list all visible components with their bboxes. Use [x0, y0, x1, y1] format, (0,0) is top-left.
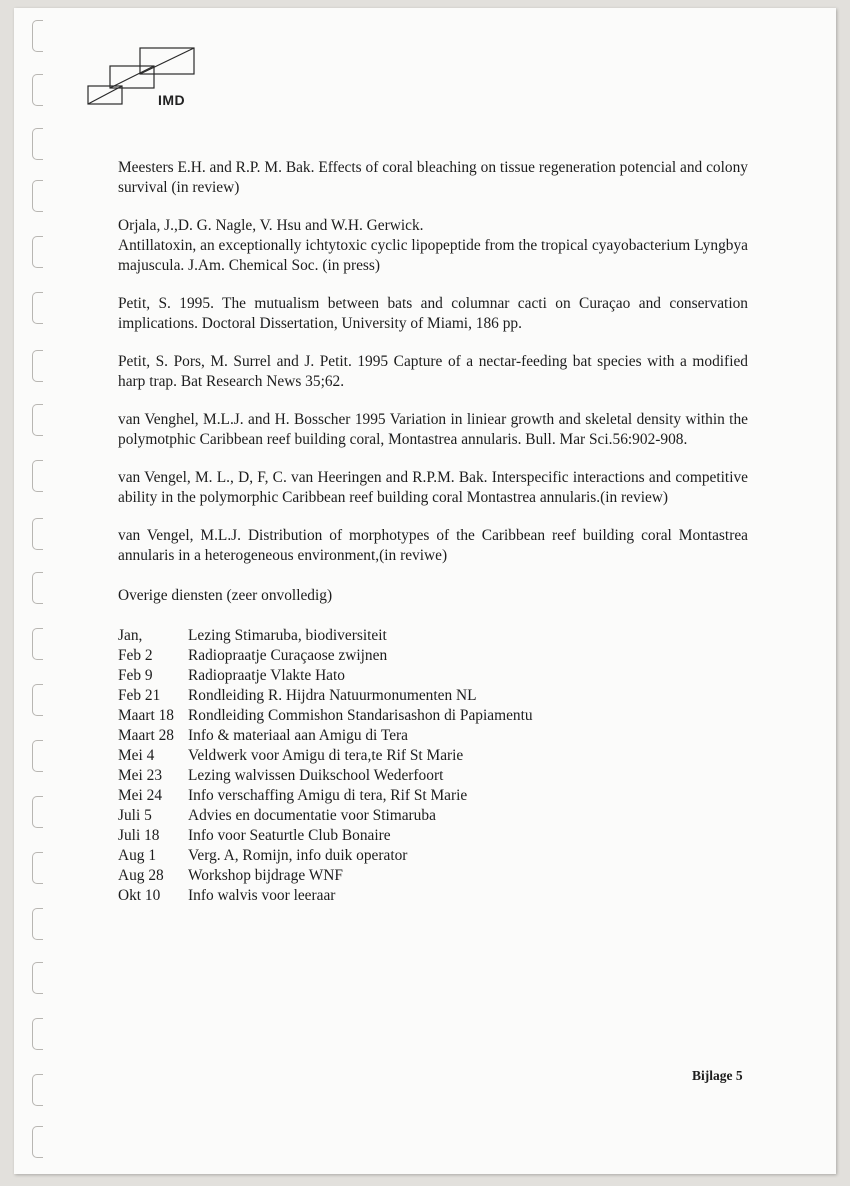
punch-hole — [32, 128, 43, 160]
activity-date: Aug 1 — [118, 847, 157, 864]
activity-row — [118, 886, 533, 906]
punch-hole — [32, 292, 43, 324]
punch-hole — [32, 796, 43, 828]
punch-hole — [32, 460, 43, 492]
activity-date: Maart 28 — [118, 727, 174, 744]
activity-description: Info verschaffing Amigu di tera, Rif St Marie — [188, 787, 468, 804]
punch-hole — [32, 1074, 43, 1106]
punch-hole — [32, 908, 43, 940]
reference-text: Petit, S. 1995. The mutualism between bats and columnar cacti on Curaçao and conservation implications. Doctoral Dissertation, University of Miami, 186 pp. — [118, 295, 748, 332]
punch-hole — [32, 684, 43, 716]
reference-text: Orjala, J.,D. G. Nagle, V. Hsu and W.H. Gerwick. — [118, 217, 424, 234]
activity-description: Info & materiaal aan Amigu di Tera — [188, 727, 409, 744]
reference-entry — [118, 294, 748, 334]
reference-text: Meesters E.H. and R.P. M. Bak. Effects of coral bleaching on tissue regeneration potencial and colony survival (in review) — [118, 159, 748, 196]
punch-hole — [32, 572, 43, 604]
punch-hole — [32, 1018, 43, 1050]
reference-text: Petit, S. Pors, M. Surrel and J. Petit. 1995 Capture of a nectar-feeding bat species with a modified harp trap. Bat Research News 35;62. — [118, 353, 748, 390]
activity-date: Feb 21 — [118, 687, 161, 704]
activity-description: Advies en documentatie voor Stimaruba — [188, 807, 436, 824]
activity-description: Lezing Stimaruba, biodiversiteit — [188, 627, 387, 644]
activity-description: Rondleiding Commishon Standarisashon di Papiamentu — [188, 707, 533, 724]
punch-hole — [32, 180, 43, 212]
activity-date: Juli 18 — [118, 827, 160, 844]
reference-text: van Venghel, M.L.J. and H. Bosscher 1995 Variation in liniear growth and skeletal density within the polymotphic Caribbean reef building coral, Montastrea annularis. Bull. Mar Sci.56:902-908. — [118, 411, 748, 448]
punch-hole — [32, 740, 43, 772]
activity-date: Juli 5 — [118, 807, 152, 824]
logo-label: IMD — [158, 92, 186, 108]
activity-description: Verg. A, Romijn, info duik operator — [188, 847, 408, 864]
section-heading: Overige diensten (zeer onvolledig) — [118, 587, 333, 604]
activity-description: Rondleiding R. Hijdra Natuurmonumenten NL — [188, 687, 477, 704]
activity-date: Mei 24 — [118, 787, 163, 804]
activity-date: Feb 2 — [118, 647, 153, 664]
reference-entry — [118, 158, 748, 198]
activity-description: Workshop bijdrage WNF — [188, 867, 343, 884]
activity-row — [118, 626, 533, 646]
punch-hole — [32, 74, 43, 106]
reference-entry — [118, 468, 748, 508]
activity-row — [118, 786, 533, 806]
activity-description: Info walvis voor leeraar — [188, 887, 336, 904]
activity-date: Maart 18 — [118, 707, 174, 724]
activity-description: Radiopraatje Vlakte Hato — [188, 667, 345, 684]
punch-hole — [32, 236, 43, 268]
activity-date: Aug 28 — [118, 867, 164, 884]
activities-table — [118, 626, 533, 906]
punch-hole — [32, 962, 43, 994]
activity-row — [118, 766, 533, 786]
activity-description: Veldwerk voor Amigu di tera,te Rif St Marie — [188, 747, 464, 764]
punch-hole — [32, 518, 43, 550]
activity-date: Okt 10 — [118, 887, 161, 904]
activity-date: Jan, — [118, 627, 143, 644]
punch-hole — [32, 404, 43, 436]
reference-text: van Vengel, M. L., D, F, C. van Heeringen and R.P.M. Bak. Interspecific interactions and competitive ability in the polymorphic Caribbean reef building coral Montastrea annularis.(in review) — [118, 469, 748, 506]
activity-row — [118, 686, 533, 706]
punch-hole — [32, 350, 43, 382]
activity-description: Radiopraatje Curaçaose zwijnen — [188, 647, 388, 664]
activity-row — [118, 846, 533, 866]
appendix-label: Bijlage 5 — [692, 1068, 743, 1083]
activity-row — [118, 726, 533, 746]
activity-date: Mei 4 — [118, 747, 155, 764]
activity-description: Lezing walvissen Duikschool Wederfoort — [188, 767, 444, 784]
activity-row — [118, 706, 533, 726]
reference-text: Antillatoxin, an exceptionally ichtytoxic cyclic lipopeptide from the tropical cyayobacterium Lyngbya majuscula. J.Am. Chemical Soc. (in press) — [118, 237, 748, 274]
reference-list — [118, 158, 748, 566]
punch-hole — [32, 1126, 43, 1158]
reference-entry — [118, 526, 748, 566]
punch-hole — [32, 628, 43, 660]
page-content — [118, 158, 748, 906]
activity-date: Feb 9 — [118, 667, 153, 684]
activity-row — [118, 646, 533, 666]
activity-description: Info voor Seaturtle Club Bonaire — [188, 827, 391, 844]
activity-date: Mei 23 — [118, 767, 163, 784]
reference-text: van Vengel, M.L.J. Distribution of morphotypes of the Caribbean reef building coral Montastrea annularis in a heterogeneous environment,(in reviwe) — [118, 527, 748, 564]
punch-hole — [32, 20, 43, 52]
activity-row — [118, 666, 533, 686]
punch-hole — [32, 852, 43, 884]
activity-row — [118, 806, 533, 826]
reference-entry — [118, 216, 748, 276]
activity-row — [118, 866, 533, 886]
activity-row — [118, 826, 533, 846]
reference-entry — [118, 410, 748, 450]
reference-entry — [118, 352, 748, 392]
activity-row — [118, 746, 533, 766]
